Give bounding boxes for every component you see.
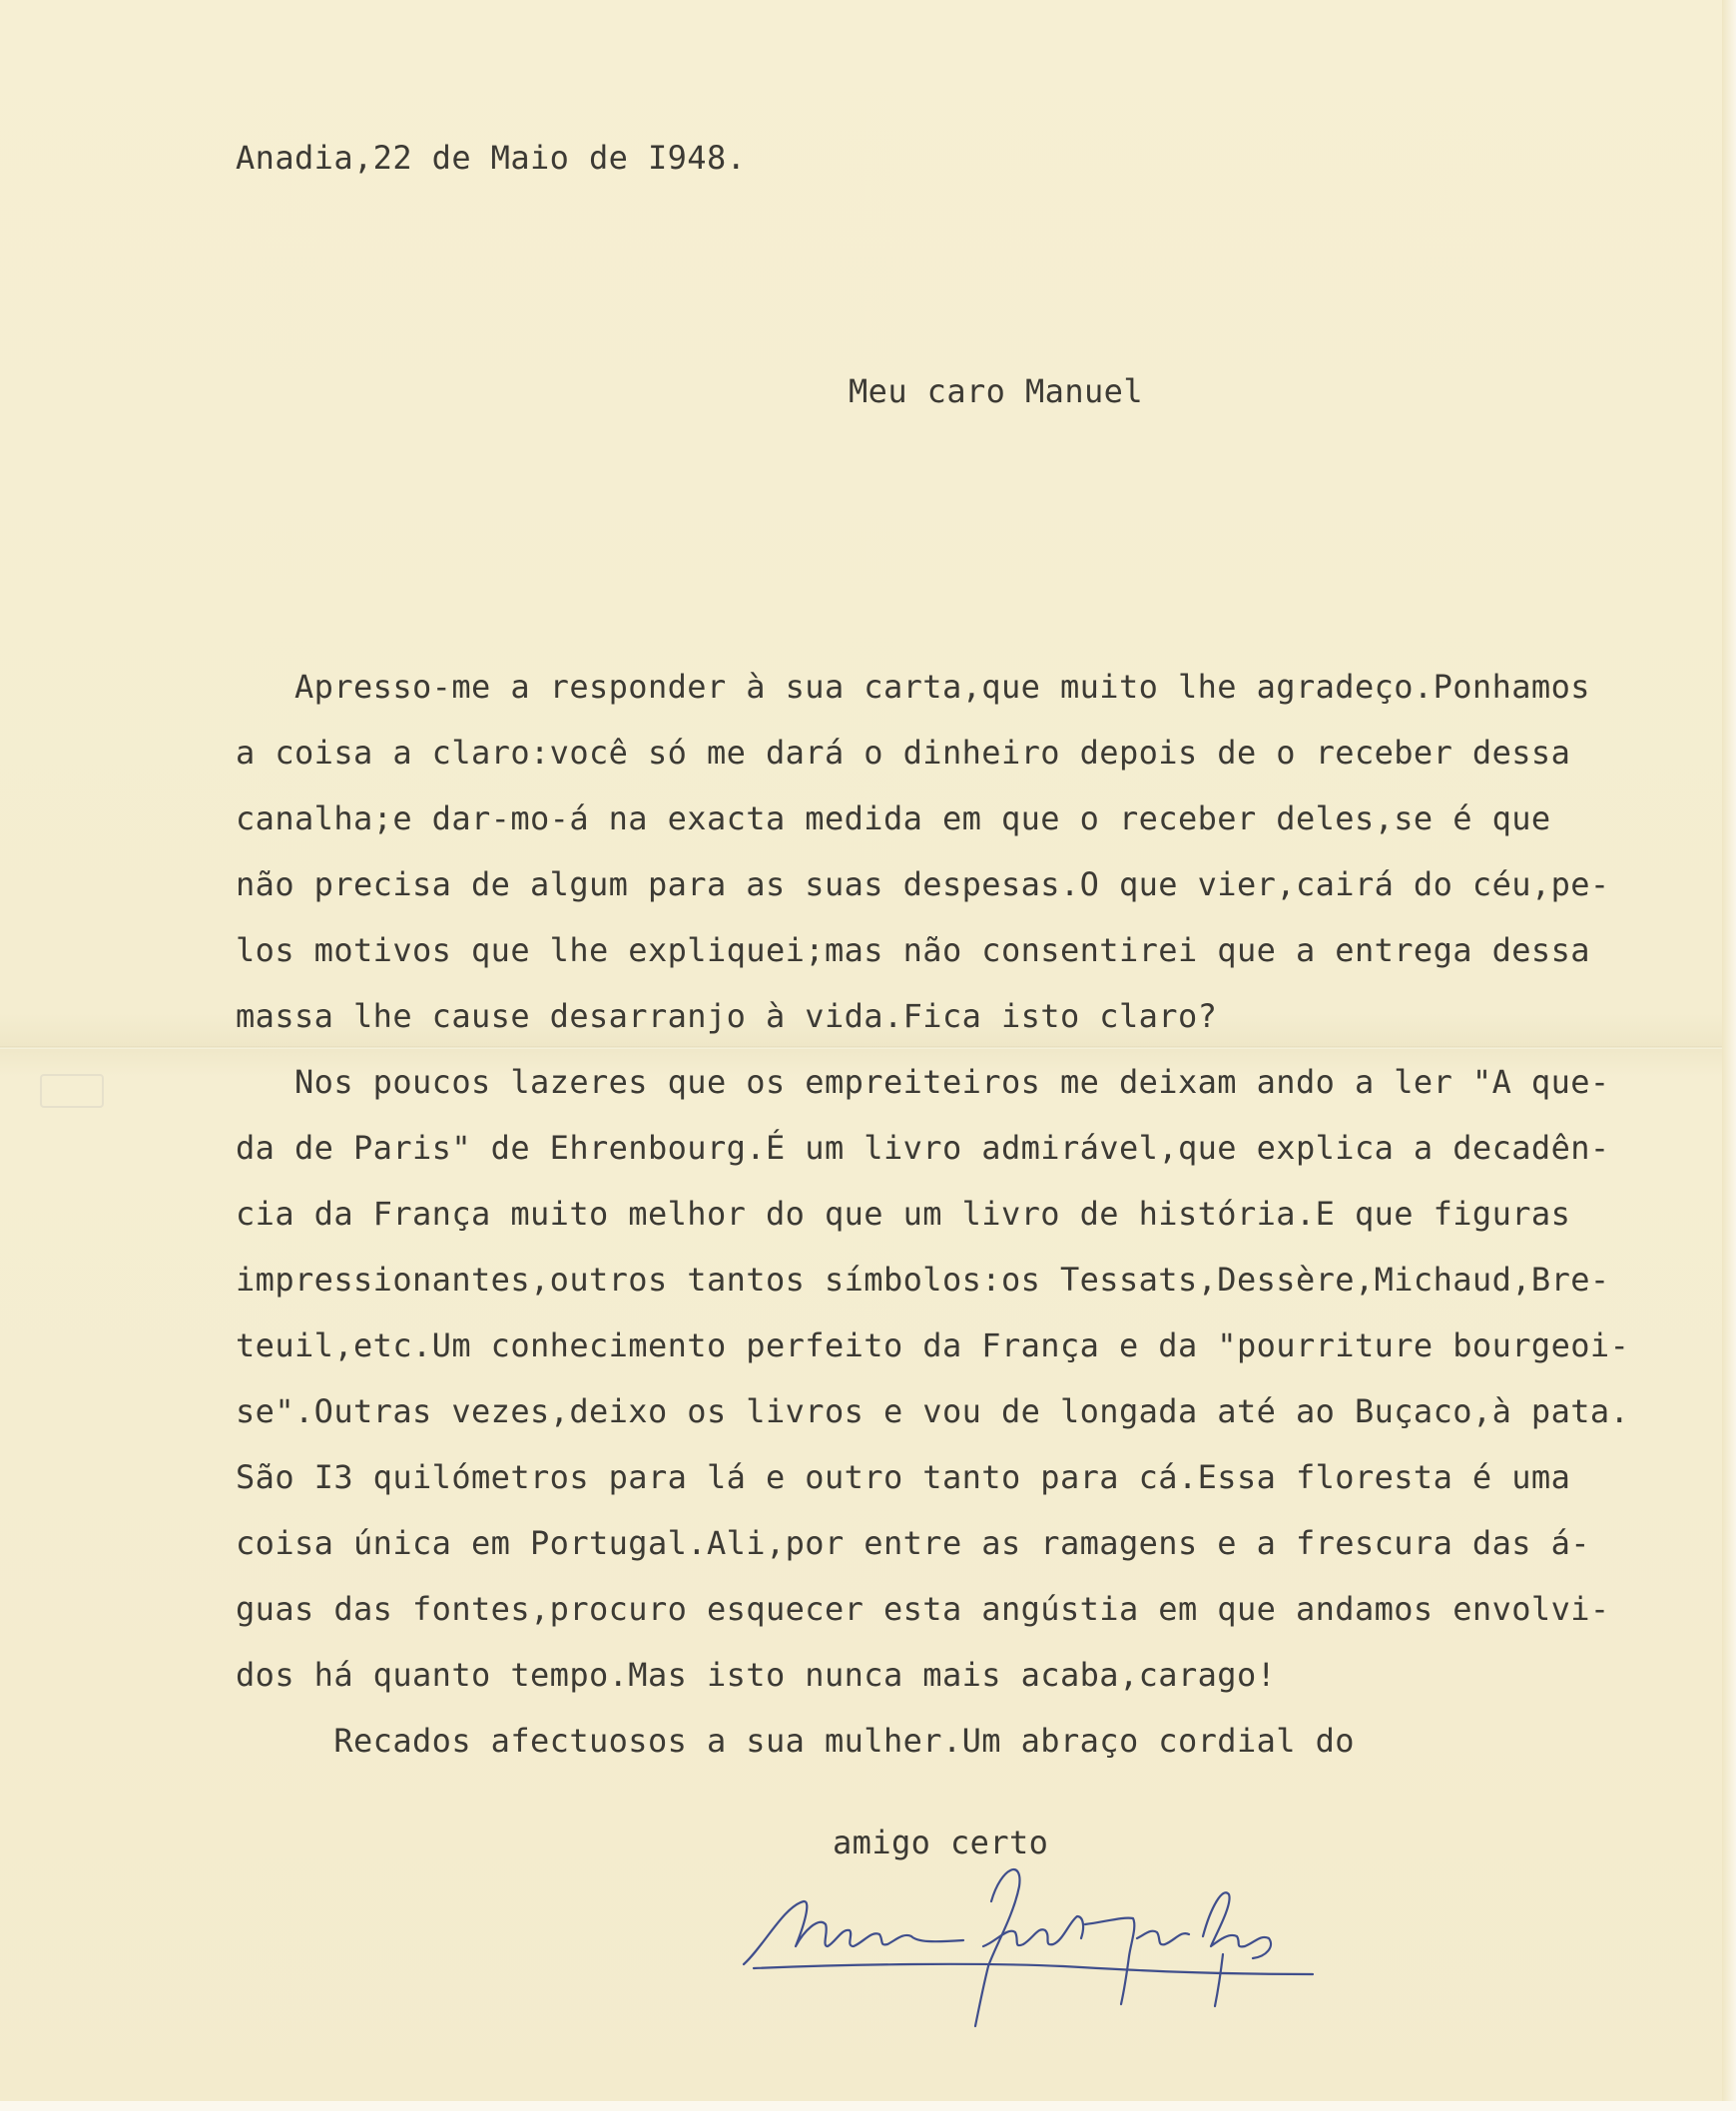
body-line: massa lhe cause desarranjo à vida.Fica isto claro? xyxy=(236,997,1218,1035)
body-line: Nos poucos lazeres que os empreiteiros me deixam ando a ler "A que- xyxy=(236,1063,1610,1101)
body-line: cia da França muito melhor do que um livro de história.E que figuras xyxy=(236,1195,1571,1233)
body-line: teuil,etc.Um conhecimento perfeito da França e da "pourriture bourgeoi- xyxy=(236,1326,1630,1364)
faint-archive-stamp xyxy=(40,1074,104,1108)
paper-fold xyxy=(0,1046,1736,1049)
body-line: guas das fontes,procuro esquecer esta angústia em que andamos envolvi- xyxy=(236,1590,1610,1628)
body-line: coisa única em Portugal.Ali,por entre as ramagens e a frescura das á- xyxy=(236,1524,1590,1562)
salutation: Meu caro Manuel xyxy=(849,372,1143,410)
body-line: Recados afectuosos a sua mulher.Um abraço cordial do xyxy=(236,1722,1355,1760)
body-line: Apresso-me a responder à sua carta,que muito lhe agradeço.Ponhamos xyxy=(236,668,1590,706)
body-line: São I3 quilómetros para lá e outro tanto para cá.Essa floresta é uma xyxy=(236,1458,1571,1496)
paper-edge-bottom xyxy=(0,2101,1736,2111)
body-line: dos há quanto tempo.Mas isto nunca mais acaba,carago! xyxy=(236,1656,1277,1694)
body-line: a coisa a claro:você só me dará o dinheiro depois de o receber dessa xyxy=(236,734,1571,772)
place-date: Anadia,22 de Maio de I948. xyxy=(236,139,747,177)
body-line: impressionantes,outros tantos símbolos:os Tessats,Dessère,Michaud,Bre- xyxy=(236,1261,1610,1299)
body-line: los motivos que lhe expliquei;mas não consentirei que a entrega dessa xyxy=(236,931,1590,969)
closing: amigo certo xyxy=(833,1824,1049,1861)
body-line: se".Outras vezes,deixo os livros e vou de longada até ao Buçaco,à pata. xyxy=(236,1392,1630,1430)
body-line: da de Paris" de Ehrenbourg.É um livro admirável,que explica a decadên- xyxy=(236,1129,1610,1167)
handwritten-signature xyxy=(734,1847,1333,2046)
body-line: canalha;e dar-mo-á na exacta medida em que o receber deles,se é que xyxy=(236,799,1551,837)
body-line: não precisa de algum para as suas despesas.O que vier,cairá do céu,pe- xyxy=(236,865,1610,903)
paper-edge-right xyxy=(1722,0,1736,2111)
